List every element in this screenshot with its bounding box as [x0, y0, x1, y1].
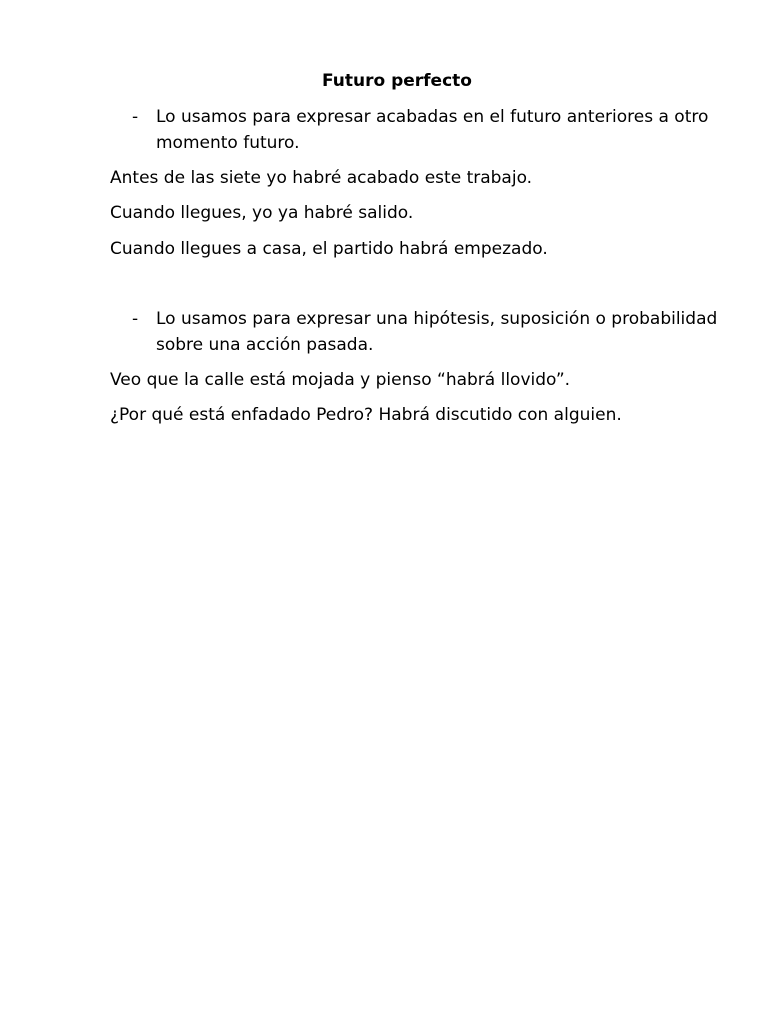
bullet-marker: -: [132, 309, 139, 329]
bullet-line-2: momento futuro.: [156, 133, 300, 153]
bullet-line-1: Lo usamos para expresar una hipótesis, suposición o probabilidad: [156, 309, 718, 329]
bullet-text: [156, 306, 730, 358]
bullet-text: [156, 104, 730, 156]
bullet-marker: -: [132, 107, 139, 127]
bullet-line-1: Lo usamos para expresar acabadas en el futuro anteriores a otro: [156, 107, 709, 127]
example-sentence: Veo que la calle está mojada y pienso “habrá llovido”.: [110, 370, 571, 390]
example-sentence: Cuando llegues, yo ya habré salido.: [110, 203, 414, 223]
example-sentence: Antes de las siete yo habré acabado este trabajo.: [110, 168, 533, 188]
bullet-item-1: [110, 104, 730, 156]
example-sentence: Cuando llegues a casa, el partido habrá empezado.: [110, 239, 548, 259]
bullet-line-2: sobre una acción pasada.: [156, 335, 374, 355]
bullet-item-2: [110, 306, 730, 358]
document-title: Futuro perfecto: [322, 71, 472, 91]
example-sentence: ¿Por qué está enfadado Pedro? Habrá discutido con alguien.: [110, 405, 622, 425]
